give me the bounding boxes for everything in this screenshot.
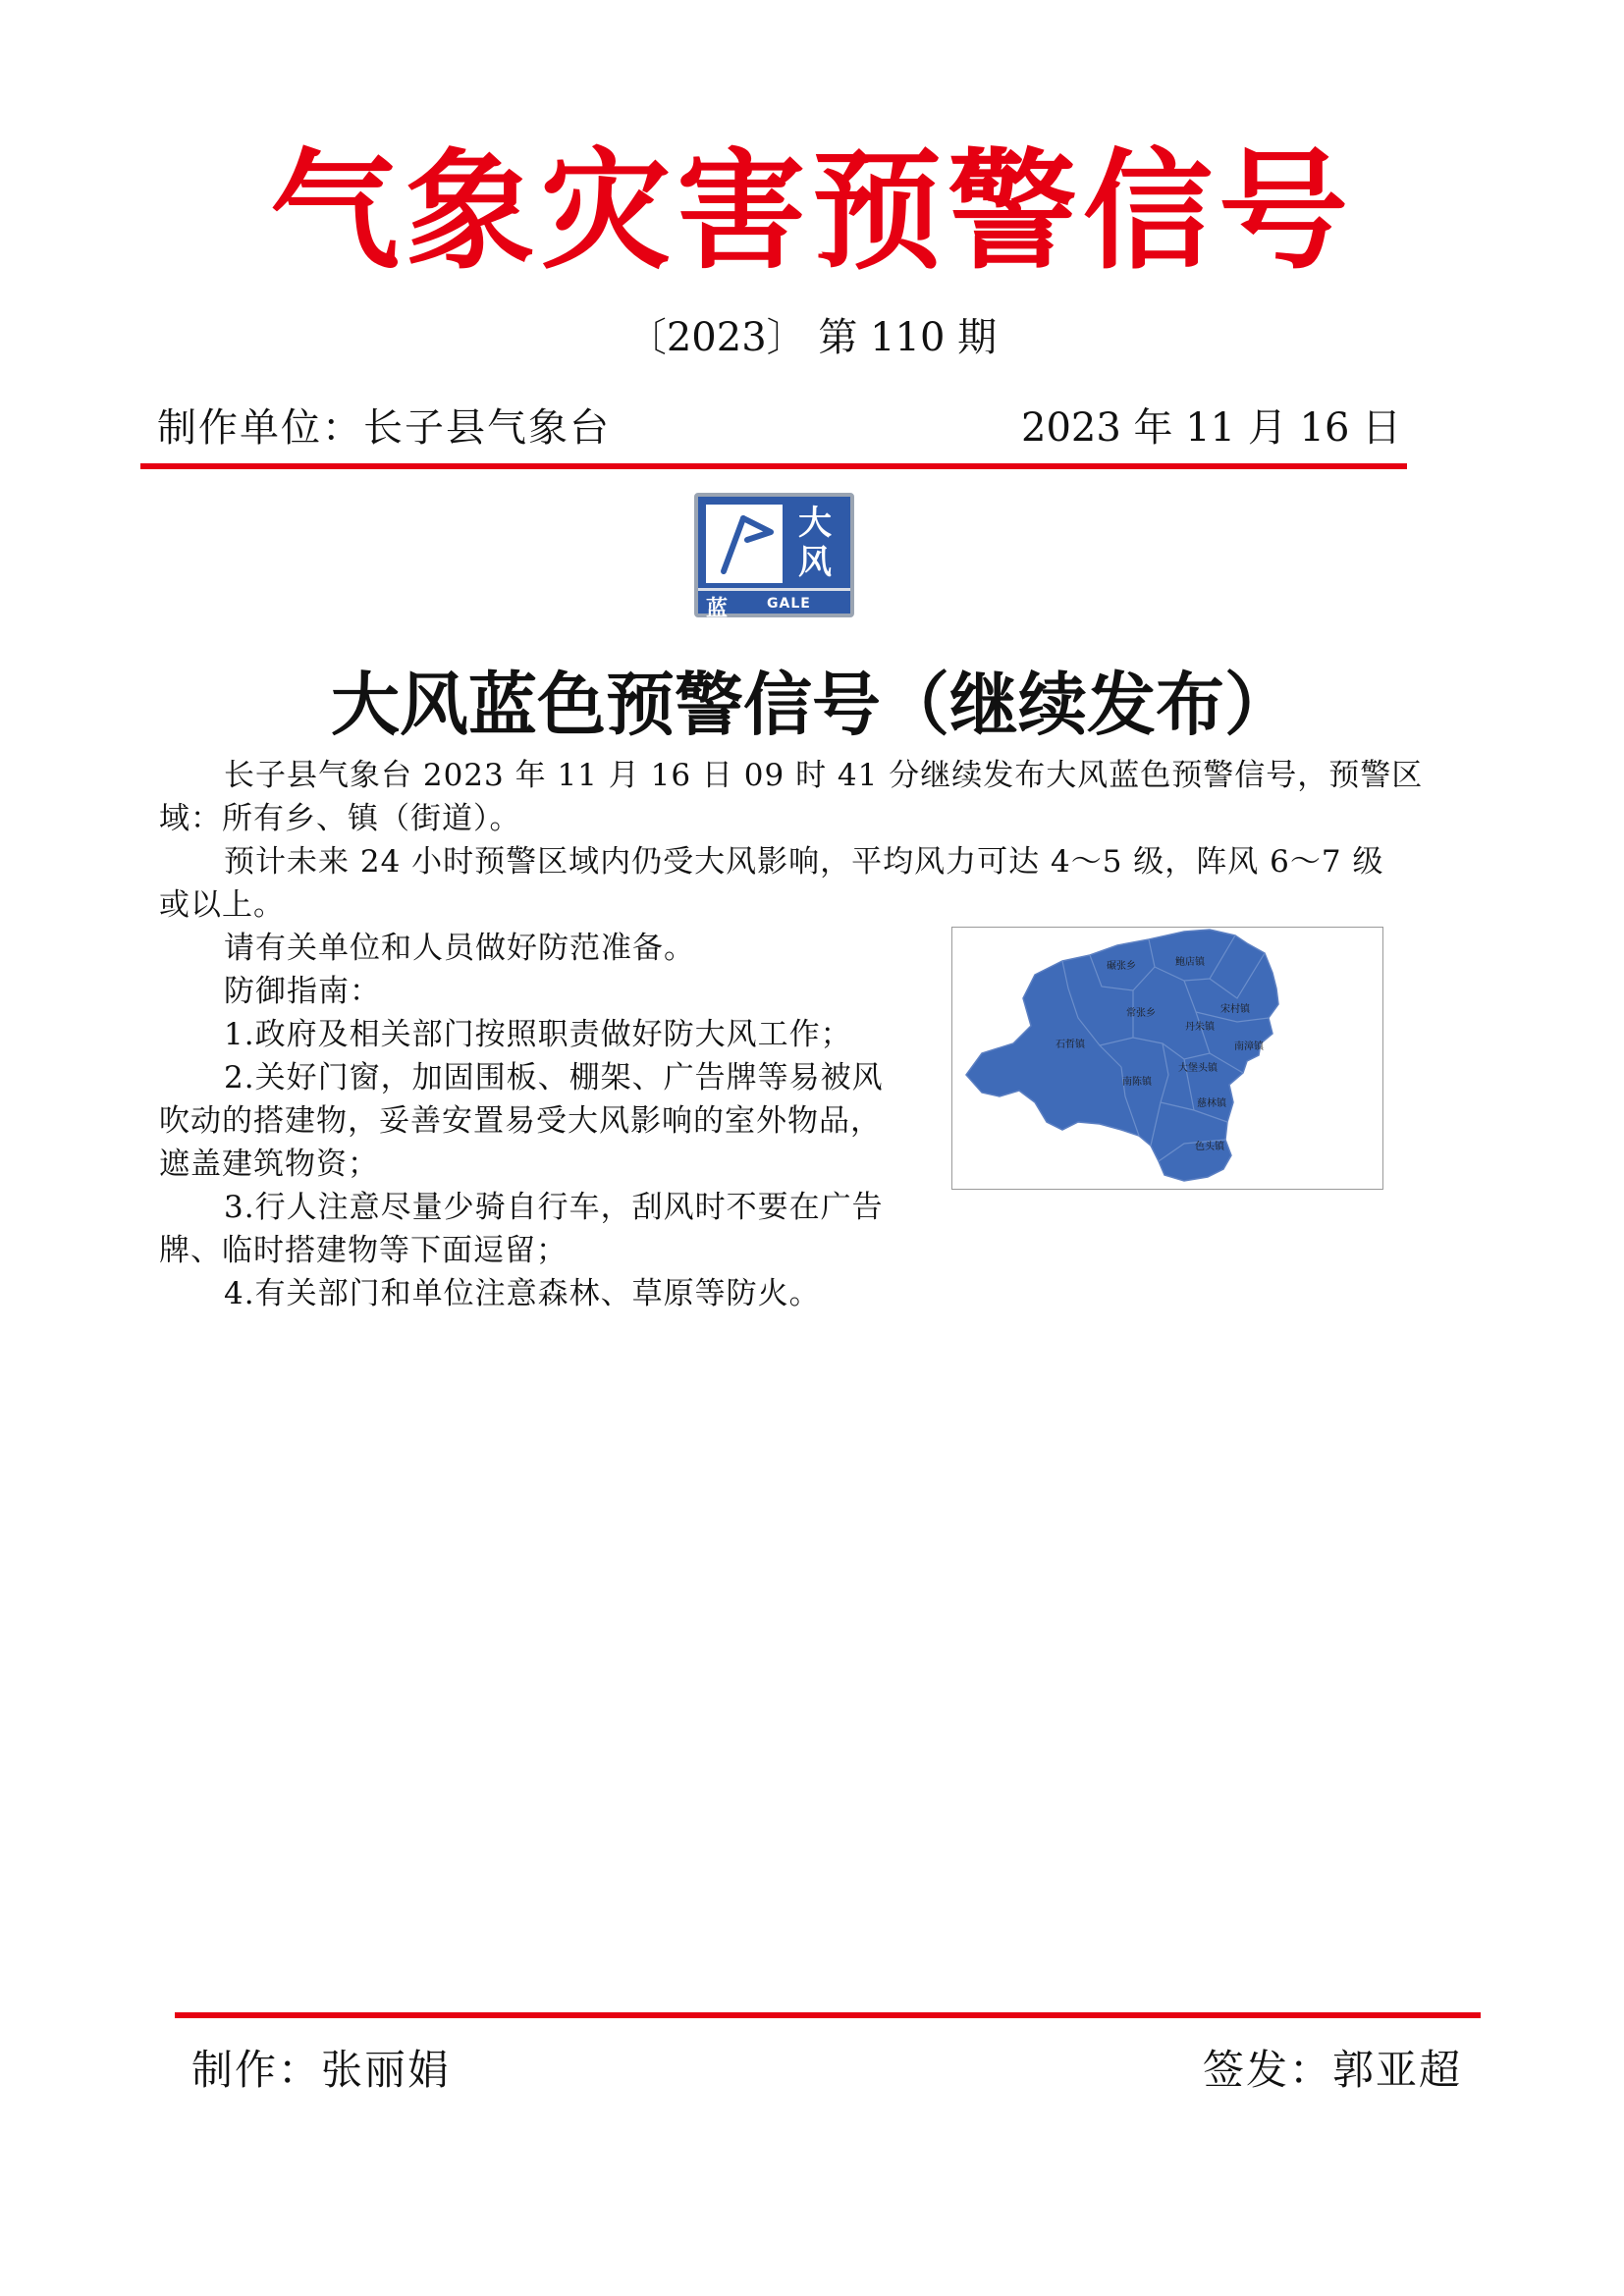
body-p2-line2: 或以上。	[159, 887, 285, 923]
town-label-nanzhang: 南漳镇	[1234, 1041, 1264, 1052]
town-label-danzhu: 丹朱镇	[1185, 1022, 1215, 1033]
town-label-cilin: 慈林镇	[1197, 1098, 1226, 1109]
town-label-songcun: 宋村镇	[1220, 1004, 1250, 1015]
town-label-setou: 色头镇	[1195, 1142, 1224, 1152]
icon-divider	[698, 588, 850, 591]
signal-level-char: 蓝	[706, 597, 729, 621]
body-p1-line2: 域：所有乡、镇（街道）。	[159, 801, 521, 836]
flag-panel	[706, 505, 783, 583]
body-p2-line1: 预计未来 24 小时预警区域内仍受大风影响，平均风力可达 4～5 级，阵风 6～7 级	[224, 844, 1384, 880]
town-label-shizhe: 石哲镇	[1056, 1040, 1085, 1050]
producer-label: 制作单位：长子县气象台	[157, 405, 611, 451]
county-warning-map	[951, 927, 1383, 1190]
guide-item-4: 4.有关部门和单位注意森林、草原等防火。	[224, 1276, 821, 1311]
signal-code: GALE	[767, 596, 811, 612]
signal-char-top: 大	[798, 504, 832, 543]
town-label-dabaotou: 大堡头镇	[1178, 1063, 1218, 1074]
town-label-niangzhang: 碾张乡	[1107, 961, 1136, 972]
town-label-baodian: 鲍店镇	[1175, 957, 1205, 968]
bottom-red-rule	[175, 2012, 1481, 2018]
issue-number: 〔2023〕 第 110 期	[626, 315, 998, 360]
masthead-title: 气象灾害预警信号	[270, 135, 1354, 288]
guide-item-3-line2: 牌、临时搭建物等下面逗留；	[159, 1233, 568, 1268]
town-label-changzhang: 常张乡	[1126, 1008, 1156, 1019]
county-map-svg	[952, 928, 1382, 1189]
guide-item-3-line1: 3.行人注意尽量少骑自行车，刮风时不要在广告	[224, 1190, 884, 1225]
warning-headline: 大风蓝色预警信号（继续发布）	[331, 665, 1293, 745]
guide-item-2-line2: 吹动的搭建物，妥善安置易受大风影响的室外物品，	[159, 1103, 882, 1139]
maker-label: 制作：张丽娟	[191, 2046, 452, 2094]
guide-item-2-line3: 遮盖建筑物资；	[159, 1147, 379, 1182]
town-label-nanchen: 南陈镇	[1122, 1077, 1152, 1088]
body-p1-line1: 长子县气象台 2023 年 11 月 16 日 09 时 41 分继续发布大风蓝色预警信号，预警区	[224, 758, 1424, 793]
gale-blue-signal-icon	[694, 493, 854, 621]
issuer-label: 签发：郭亚超	[1203, 2046, 1463, 2094]
signal-char-bottom: 风	[798, 543, 832, 582]
body-p3: 请有关单位和人员做好防范准备。	[224, 931, 695, 966]
issue-date: 2023 年 11 月 16 日	[1021, 405, 1402, 451]
guide-item-2-line1: 2.关好门窗，加固围板、棚架、广告牌等易被风	[224, 1060, 884, 1095]
guide-item-1: 1.政府及相关部门按照职责做好防大风工作；	[224, 1017, 852, 1052]
top-red-rule	[140, 463, 1407, 469]
wind-flag-icon	[706, 505, 783, 583]
guide-title: 防御指南：	[224, 974, 381, 1009]
